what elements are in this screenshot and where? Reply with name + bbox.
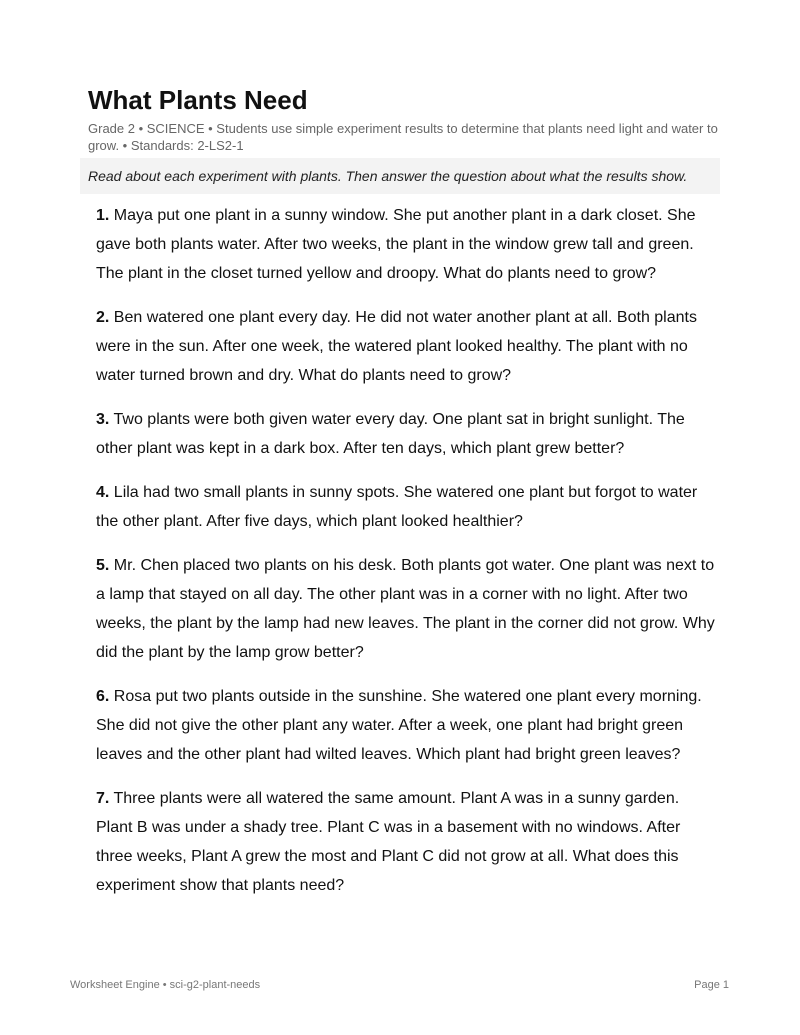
question-text: Maya put one plant in a sunny window. She put another plant in a dark closet. She gave both plants water. After two weeks, the plant in the window grew tall and green. The plant in the closet turned yellow and droopy. What do plants need to grow? xyxy=(96,207,696,282)
question-item xyxy=(96,682,720,769)
question-item xyxy=(96,551,720,667)
question-text: Rosa put two plants outside in the sunshine. She watered one plant every morning. She did not give the other plant any water. After a week, one plant had bright green leaves and the other plant had wilted leaves. Which plant had bright green leaves? xyxy=(96,688,702,763)
question-number: 7. xyxy=(96,790,110,807)
question-text: Mr. Chen placed two plants on his desk. Both plants got water. One plant was next to a lamp that stayed on all day. The other plant was in a corner with no light. After two weeks, the plant by the lamp had new leaves. The plant in the corner did not grow. Why did the plant by the lamp grow better? xyxy=(96,557,715,661)
question-number: 3. xyxy=(96,411,110,428)
question-text: Lila had two small plants in sunny spots. She watered one plant but forgot to water the other plant. After five days, which plant looked healthier? xyxy=(96,484,698,530)
question-item xyxy=(96,201,720,288)
question-number: 2. xyxy=(96,309,110,326)
question-item xyxy=(96,405,720,463)
question-item xyxy=(96,478,720,536)
footer-page-number: Page 1 xyxy=(694,979,729,991)
question-number: 4. xyxy=(96,484,110,501)
question-number: 5. xyxy=(96,557,110,574)
instructions-box: Read about each experiment with plants. Then answer the question about what the results show. xyxy=(80,158,720,194)
question-number: 6. xyxy=(96,688,110,705)
footer-source: Worksheet Engine • sci-g2-plant-needs xyxy=(70,979,261,991)
question-text: Two plants were both given water every day. One plant sat in bright sunlight. The other plant was kept in a dark box. After ten days, which plant grew better? xyxy=(96,411,685,457)
question-item xyxy=(96,784,720,900)
page-title: What Plants Need xyxy=(88,85,308,115)
question-text: Ben watered one plant every day. He did not water another plant at all. Both plants were in the sun. After one week, the watered plant looked healthy. The plant with no water turned brown and dry. What do plants need to grow? xyxy=(96,309,697,384)
question-text: Three plants were all watered the same amount. Plant A was in a sunny garden. Plant B was under a shady tree. Plant C was in a basement with no windows. After three weeks, Plant A grew the most and Plant C did not grow at all. What does this experiment show that plants need? xyxy=(96,790,681,894)
question-number: 1. xyxy=(96,207,110,224)
question-list xyxy=(96,201,720,915)
worksheet-meta: Grade 2 • SCIENCE • Students use simple experiment results to determine that plants need light and water to grow. • Standards: 2-LS2-1 xyxy=(88,121,718,153)
question-item xyxy=(96,303,720,390)
